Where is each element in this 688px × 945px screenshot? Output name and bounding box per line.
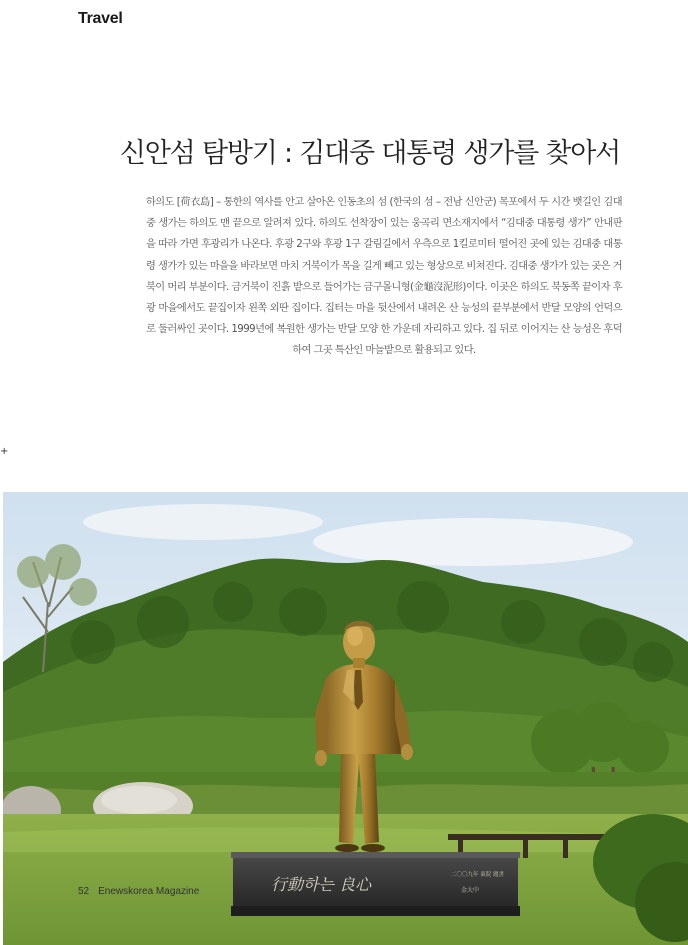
page-folio bbox=[78, 886, 199, 897]
magazine-name: Enewskorea Magazine bbox=[98, 886, 200, 897]
plaque-main-text: 行動하는 良心 bbox=[271, 875, 371, 894]
plaque-side-text-2: 金大中 bbox=[461, 887, 480, 894]
article-title: 신안섬 탐방기 : 김대중 대통령 생가를 찾아서 bbox=[119, 138, 620, 169]
page-number: 52 bbox=[78, 886, 90, 897]
section-label: Travel bbox=[78, 10, 123, 27]
article-body: 하의도 [荷衣島] – 통한의 역사를 안고 살아온 인동초의 섬 (한국의 섬 – 전남 신안군) 목포에서 두 시간 뱃길인 김대중 생가는 하의도 맨 끝으로 알려져 있다. 하의도 선착장이 있는 웅곡리 면소재지에서 “김대중 대통령 생가” 안내판을 따라 가면 후광리가 나온다. 후광 2구와 후광 1구 갈림길에서 우측으로 1킬로미터 떨어진 곳에 있는 김대중 대통령 생가가 있는 마을을 바라보면 마치 거북이가 목을 길게 빼고 있는 형상으로 비쳐진다. 김대중 생가가 있는 곳은 거북이 머리 부분이다. 금거북이 진흙 밭으로 들어가는 금구몰니형(金龜沒泥形)이다. 이곳은 하의도 북동쪽 끝이자 후광 마을에서도 끝집이자 왼쪽 외딴 집이다. 집터는 마을 뒷산에서 내려온 산 능성의 끝부분에서 반달 모양의 언덕으로 둘러싸인 곳이다. 1999년에 복원한 생가는 반달 모양 한 가운데 자리하고 있다. 집 뒤로 이어지는 산 능성은 후덕하여 그곳 특산인 마늘밭으로 활용되고 있다. bbox=[146, 197, 622, 357]
plaque-side-text-1: 二〇〇九年 東院 題書 bbox=[451, 872, 504, 878]
statue-photo bbox=[3, 492, 688, 945]
crop-mark: + bbox=[0, 446, 9, 457]
